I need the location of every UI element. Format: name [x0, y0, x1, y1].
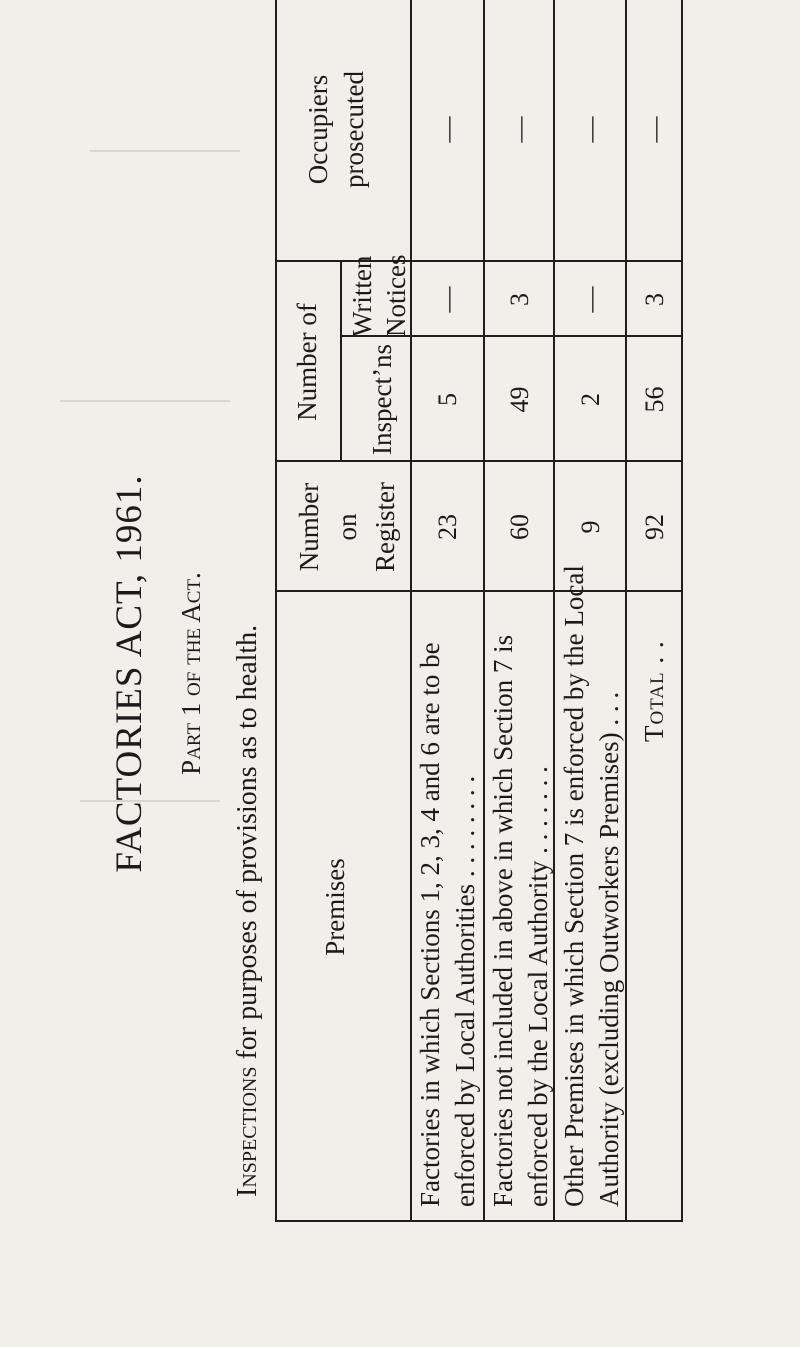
row3-prosecuted: —	[576, 116, 605, 143]
row1-prosecuted: —	[433, 116, 462, 143]
number-of-underline	[340, 262, 342, 462]
row2-inspections: 49	[505, 386, 534, 413]
row3-premises: Other Premises in which Section 7 is enforced by the Local Authority (excluding Outworkers Premises) . . .	[559, 565, 624, 1207]
header-number-of: Number of	[292, 303, 322, 421]
table-bottom-border	[681, 0, 683, 1222]
row3-notices: —	[576, 286, 605, 313]
row2-notices: 3	[505, 293, 534, 306]
header-inspections: Inspect’ns	[367, 344, 397, 455]
header-premises: Premises	[320, 858, 350, 956]
table-top-border	[275, 0, 277, 1222]
row1-premises: Factories in which Sections 1, 2, 3, 4 and 6 are to be enforced by Local Authorities . . . . . . . .	[415, 642, 480, 1207]
row1-notices: —	[433, 286, 462, 313]
total-label: Total . .	[639, 640, 669, 742]
caption-rest: for purposes of provisions as to health.	[232, 624, 263, 1067]
total-notices: 3	[640, 293, 669, 306]
page-title: FACTORIES ACT, 1961.	[109, 474, 150, 873]
row2-premises: Factories not included in above in which Section 7 is enforced by the Local Authority . . . . . . .	[488, 634, 553, 1207]
header-number-on-register: Number on Register	[294, 482, 400, 572]
header-body-divider	[410, 0, 412, 1222]
row2-register: 60	[505, 514, 534, 540]
page-subtitle: Part 1 of the Act.	[176, 572, 206, 775]
total-inspections: 56	[640, 386, 669, 413]
row2-prosecuted: —	[505, 116, 534, 143]
total-register: 92	[640, 514, 669, 540]
row1-register: 23	[433, 514, 462, 540]
row3-inspections: 2	[576, 393, 605, 406]
header-occupiers-prosecuted: Occupiers prosecuted	[303, 71, 369, 188]
row3-register: 9	[576, 520, 605, 534]
total-prosecuted: —	[640, 116, 669, 143]
header-written-notices: Written Notices	[347, 254, 411, 337]
caption-prefix: Inspections	[232, 1066, 263, 1197]
row-divider	[483, 0, 485, 1222]
row1-inspections: 5	[433, 393, 462, 406]
